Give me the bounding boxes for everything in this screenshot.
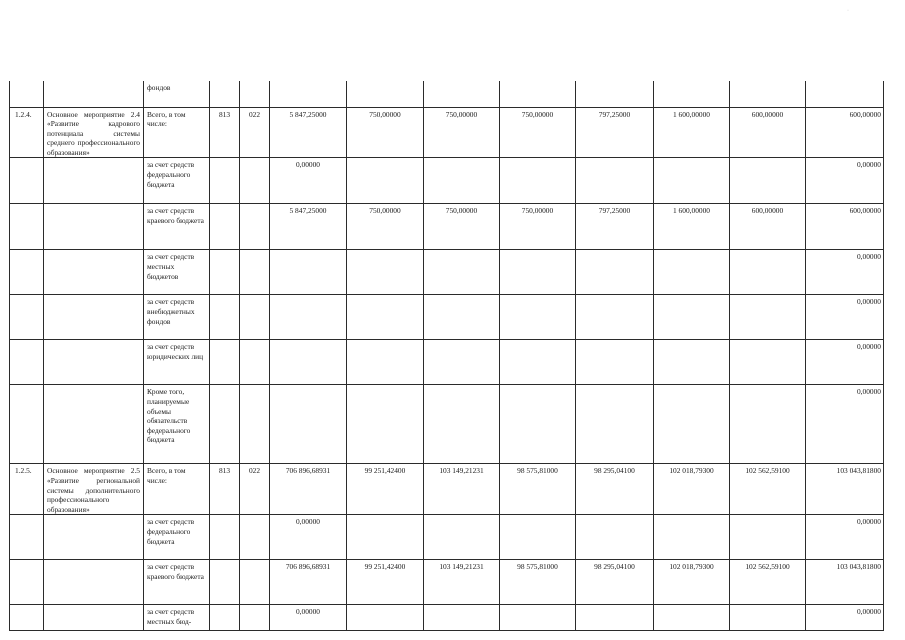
amount-cell: 5 847,25000 [270, 204, 347, 250]
amount-cell: 706 896,68931 [270, 464, 347, 515]
table-row [10, 560, 884, 605]
amount-cell: 103 149,21231 [424, 560, 500, 605]
row-number-cell [10, 605, 44, 631]
amount-cell: 102 562,59100 [730, 464, 806, 515]
funding-source-cell: за счет средств федерального бюджета [144, 158, 210, 204]
amount-cell [576, 158, 654, 204]
grbs-code-cell [210, 204, 240, 250]
amount-cell [347, 340, 424, 385]
amount-cell [730, 295, 806, 340]
amount-cell: 0,00000 [806, 295, 884, 340]
section-code-cell [240, 204, 270, 250]
amount-cell: 0,00000 [806, 340, 884, 385]
amount-cell [730, 605, 806, 631]
section-code-cell [240, 385, 270, 464]
amount-cell: 103 043,81800 [806, 560, 884, 605]
amount-cell: 0,00000 [806, 250, 884, 295]
event-name-cell [44, 81, 144, 107]
amount-cell: 98 575,81000 [500, 560, 576, 605]
event-name-cell: Основное мероприятие 2.5 «Развитие региональной системы дополнительного профессионального образования» [44, 464, 144, 515]
grbs-code-cell [210, 81, 240, 107]
amount-cell [500, 385, 576, 464]
row-number-cell [10, 295, 44, 340]
amount-cell: 0,00000 [806, 605, 884, 631]
amount-cell [730, 158, 806, 204]
section-code-cell [240, 295, 270, 340]
amount-cell: 600,00000 [806, 204, 884, 250]
event-name-cell [44, 158, 144, 204]
amount-cell: 750,00000 [347, 107, 424, 158]
amount-cell: 600,00000 [730, 204, 806, 250]
amount-cell: 98 295,04100 [576, 464, 654, 515]
amount-cell: 103 043,81800 [806, 464, 884, 515]
amount-cell [500, 250, 576, 295]
amount-cell [270, 81, 347, 107]
budget-table [9, 81, 884, 631]
table-row [10, 107, 884, 158]
amount-cell [576, 385, 654, 464]
amount-cell [576, 515, 654, 560]
amount-cell: 706 896,68931 [270, 560, 347, 605]
amount-cell [654, 295, 730, 340]
row-number-cell [10, 158, 44, 204]
row-number-cell [10, 204, 44, 250]
amount-cell [424, 340, 500, 385]
amount-cell [806, 81, 884, 107]
amount-cell [730, 385, 806, 464]
section-code-cell [240, 560, 270, 605]
amount-cell [654, 250, 730, 295]
amount-cell [424, 158, 500, 204]
amount-cell [347, 605, 424, 631]
amount-cell [270, 295, 347, 340]
row-number-cell [10, 340, 44, 385]
amount-cell: 797,25000 [576, 107, 654, 158]
row-number-cell [10, 560, 44, 605]
amount-cell [347, 515, 424, 560]
amount-cell: 0,00000 [270, 515, 347, 560]
section-code-cell [240, 340, 270, 385]
event-name-cell [44, 250, 144, 295]
table-row [10, 204, 884, 250]
event-name-cell [44, 340, 144, 385]
table-row [10, 295, 884, 340]
table-row [10, 515, 884, 560]
section-code-cell [240, 250, 270, 295]
amount-cell: 98 295,04100 [576, 560, 654, 605]
amount-cell: 5 847,25000 [270, 107, 347, 158]
funding-source-cell: за счет средств внебюджетных фондов [144, 295, 210, 340]
amount-cell: 600,00000 [730, 107, 806, 158]
section-code-cell [240, 515, 270, 560]
page-mark: · [847, 8, 849, 14]
row-number-cell: 1.2.4. [10, 107, 44, 158]
amount-cell [500, 340, 576, 385]
amount-cell: 750,00000 [347, 204, 424, 250]
amount-cell: 102 018,79300 [654, 464, 730, 515]
amount-cell [730, 340, 806, 385]
event-name-cell [44, 605, 144, 631]
amount-cell [347, 81, 424, 107]
amount-cell [424, 605, 500, 631]
section-code-cell: 022 [240, 107, 270, 158]
amount-cell [270, 340, 347, 385]
amount-cell: 750,00000 [500, 107, 576, 158]
funding-source-cell: за счет средств федерального бюджета [144, 515, 210, 560]
grbs-code-cell [210, 158, 240, 204]
amount-cell [576, 295, 654, 340]
amount-cell [347, 385, 424, 464]
grbs-code-cell: 813 [210, 107, 240, 158]
amount-cell [730, 515, 806, 560]
amount-cell [500, 605, 576, 631]
funding-source-cell: за счет средств юридических лиц [144, 340, 210, 385]
amount-cell [500, 295, 576, 340]
event-name-cell [44, 385, 144, 464]
grbs-code-cell [210, 515, 240, 560]
amount-cell: 99 251,42400 [347, 464, 424, 515]
amount-cell [576, 340, 654, 385]
amount-cell [576, 81, 654, 107]
amount-cell [654, 515, 730, 560]
amount-cell [654, 340, 730, 385]
amount-cell [730, 81, 806, 107]
grbs-code-cell [210, 560, 240, 605]
table-row [10, 250, 884, 295]
amount-cell [424, 385, 500, 464]
amount-cell [347, 158, 424, 204]
event-name-cell [44, 295, 144, 340]
amount-cell: 600,00000 [806, 107, 884, 158]
row-number-cell [10, 81, 44, 107]
amount-cell [424, 515, 500, 560]
amount-cell: 1 600,00000 [654, 107, 730, 158]
funding-source-cell: фондов [144, 81, 210, 107]
amount-cell: 750,00000 [424, 204, 500, 250]
amount-cell [500, 515, 576, 560]
section-code-cell [240, 158, 270, 204]
grbs-code-cell: 813 [210, 464, 240, 515]
grbs-code-cell [210, 605, 240, 631]
amount-cell: 99 251,42400 [347, 560, 424, 605]
table-row [10, 81, 884, 107]
event-name-cell [44, 515, 144, 560]
table-row [10, 605, 884, 631]
section-code-cell [240, 81, 270, 107]
amount-cell [270, 385, 347, 464]
amount-cell: 98 575,81000 [500, 464, 576, 515]
row-number-cell: 1.2.5. [10, 464, 44, 515]
amount-cell [347, 295, 424, 340]
table-row [10, 340, 884, 385]
event-name-cell: Основное мероприятие 2.4 «Развитие кадрового потенциала системы среднего профессионального образования» [44, 107, 144, 158]
row-number-cell [10, 515, 44, 560]
amount-cell: 797,25000 [576, 204, 654, 250]
funding-source-cell: Всего, в том числе: [144, 107, 210, 158]
amount-cell [654, 605, 730, 631]
amount-cell: 0,00000 [270, 605, 347, 631]
funding-source-cell: за счет средств местных бюд- [144, 605, 210, 631]
amount-cell [576, 250, 654, 295]
grbs-code-cell [210, 295, 240, 340]
section-code-cell [240, 605, 270, 631]
grbs-code-cell [210, 385, 240, 464]
amount-cell [654, 385, 730, 464]
table-row [10, 464, 884, 515]
amount-cell: 0,00000 [806, 158, 884, 204]
event-name-cell [44, 204, 144, 250]
table-body [10, 81, 884, 631]
amount-cell [500, 81, 576, 107]
amount-cell [654, 81, 730, 107]
amount-cell: 750,00000 [500, 204, 576, 250]
amount-cell: 1 600,00000 [654, 204, 730, 250]
amount-cell: 102 018,79300 [654, 560, 730, 605]
funding-source-cell: за счет средств местных бюджетов [144, 250, 210, 295]
amount-cell [576, 605, 654, 631]
event-name-cell [44, 560, 144, 605]
funding-source-cell: за счет средств краевого бюджета [144, 560, 210, 605]
amount-cell [424, 250, 500, 295]
amount-cell [730, 250, 806, 295]
amount-cell [654, 158, 730, 204]
amount-cell [424, 81, 500, 107]
funding-source-cell: Всего, в том числе: [144, 464, 210, 515]
amount-cell: 0,00000 [806, 385, 884, 464]
table-row [10, 158, 884, 204]
amount-cell: 750,00000 [424, 107, 500, 158]
grbs-code-cell [210, 250, 240, 295]
amount-cell [424, 295, 500, 340]
amount-cell: 0,00000 [270, 158, 347, 204]
amount-cell: 102 562,59100 [730, 560, 806, 605]
amount-cell: 0,00000 [806, 515, 884, 560]
amount-cell [500, 158, 576, 204]
funding-source-cell: Кроме того, планируемые объемы обязательств федерального бюджета [144, 385, 210, 464]
amount-cell: 103 149,21231 [424, 464, 500, 515]
amount-cell [270, 250, 347, 295]
section-code-cell: 022 [240, 464, 270, 515]
row-number-cell [10, 385, 44, 464]
amount-cell [347, 250, 424, 295]
grbs-code-cell [210, 340, 240, 385]
funding-source-cell: за счет средств краевого бюджета [144, 204, 210, 250]
table-row [10, 385, 884, 464]
row-number-cell [10, 250, 44, 295]
